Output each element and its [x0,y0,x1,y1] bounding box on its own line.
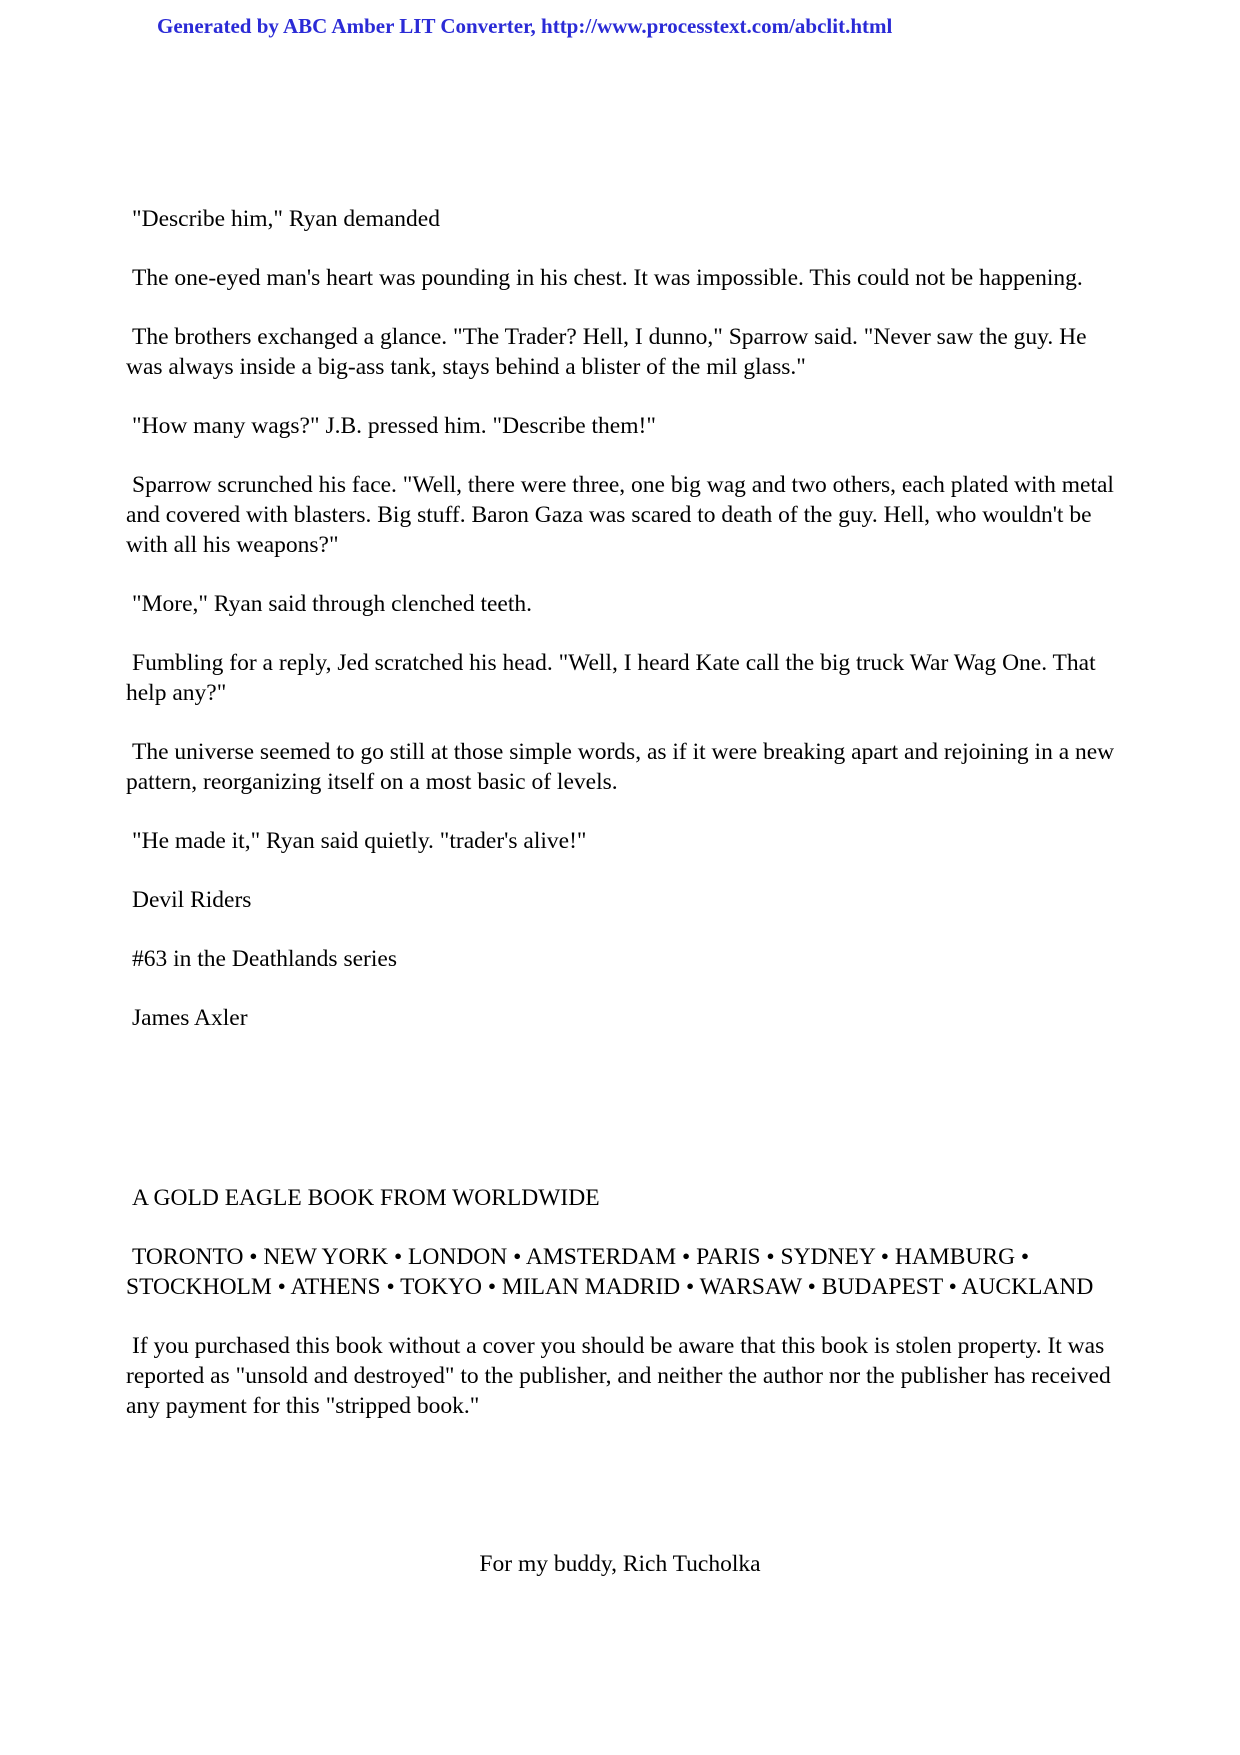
publisher-imprint: A GOLD EAGLE BOOK FROM WORLDWIDE [132,1185,600,1211]
generator-link[interactable]: Generated by ABC Amber LIT Converter, http://www.processtext.com/abclit.html [157,14,893,38]
paragraph: The universe seemed to go still at those simple words, as if it were breaking apart and rejoining in a new pattern, reorganizing itself on a most basic of levels. [126,739,1115,795]
paragraph: The one-eyed man's heart was pounding in his chest. It was impossible. This could not be happening. [132,265,1083,291]
author-name: James Axler [132,1005,248,1031]
paragraph: "How many wags?" J.B. pressed him. "Describe them!" [132,413,656,439]
paragraph: "He made it," Ryan said quietly. "trader's alive!" [132,828,587,854]
paragraph: Fumbling for a reply, Jed scratched his head. "Well, I heard Kate call the big truck War Wag One. That help any?" [126,650,1096,706]
paragraph: "Describe him," Ryan demanded [132,206,440,232]
paragraph: Sparrow scrunched his face. "Well, there were three, one big wag and two others, each plated with metal and covered with blasters. Big stuff. Baron Gaza was scared to death of the guy. Hell, who wouldn't be with all his weapons?" [126,472,1114,558]
series-info: #63 in the Deathlands series [132,946,397,972]
dedication: For my buddy, Rich Tucholka [479,1551,761,1577]
stripped-book-notice: If you purchased this book without a cover you should be aware that this book is stolen property. It was reported as "unsold and destroyed" to the publisher, and neither the author nor the publisher has received any payment for this "stripped book." [126,1333,1111,1419]
book-title: Devil Riders [132,887,252,913]
publisher-cities: TORONTO • NEW YORK • LONDON • AMSTERDAM • PARIS • SYDNEY • HAMBURG • STOCKHOLM • ATHENS • TOKYO • MILAN MADRID • WARSAW • BUDAPEST • AUCKLAND [126,1244,1094,1300]
paragraph: The brothers exchanged a glance. "The Trader? Hell, I dunno," Sparrow said. "Never saw the guy. He was always inside a big-ass tank, stays behind a blister of the mil glass." [126,324,1087,380]
paragraph: "More," Ryan said through clenched teeth. [132,591,533,617]
page-body [126,204,1116,1450]
